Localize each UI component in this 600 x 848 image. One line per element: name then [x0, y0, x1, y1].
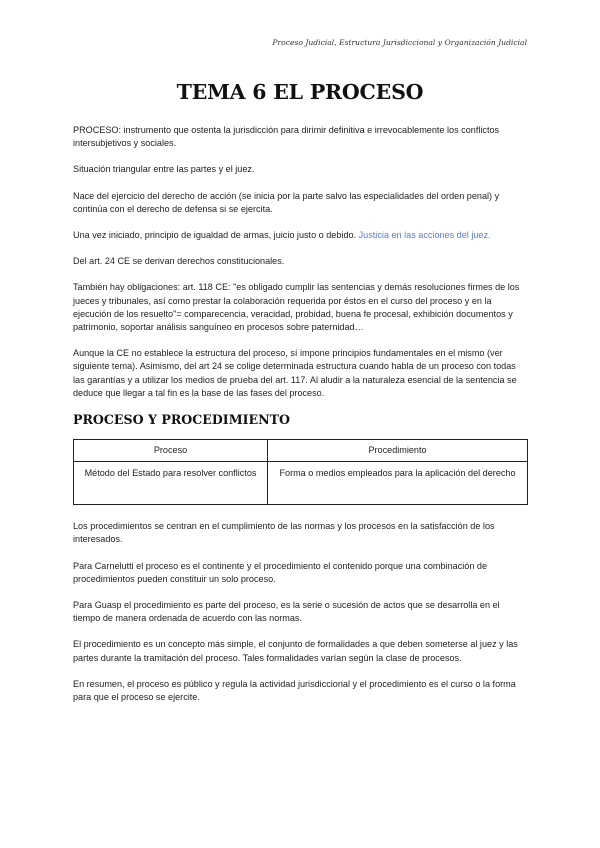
paragraph-guasp: Para Guasp el procedimiento es parte del proceso, es la serie o sucesión de actos que se desarrolla en el tiempo de manera ordenada de acuerdo con las normas. — [73, 600, 500, 624]
paragraph-art-24: Del art. 24 CE se derivan derechos constitucionales. — [73, 256, 285, 267]
paragraph-normas-interesados: Los procedimientos se centran en el cumplimiento de las normas y los procesos en la satisfacción de los interesados. — [73, 521, 495, 545]
paragraph-carnelutti: Para Carnelutti el proceso es el continente y el procedimiento el contenido porque una combinación de procedimientos pueden constituir un solo proceso. — [73, 560, 488, 584]
paragraph-igualdad-armas — [73, 229, 528, 242]
table-header-row — [74, 440, 528, 462]
paragraph-situacion-triangular: Situación triangular entre las partes y el juez. — [73, 164, 255, 175]
table-header-procedimiento: Procedimiento — [268, 440, 528, 462]
paragraph-igualdad-text: Una vez iniciado, principio de igualdad de armas, juicio justo o debido. — [73, 230, 359, 241]
paragraph-formalidades: El procedimiento es un concepto más simple, el conjunto de formalidades a que deben someterse al juez y las partes durante la tramitación del proceso. Tales formalidades varían según la clase de procesos. — [73, 639, 518, 663]
section-heading: PROCESO Y PROCEDIMIENTO — [73, 412, 290, 428]
comparison-table — [73, 439, 528, 505]
table-header-proceso: Proceso — [74, 440, 268, 462]
page-title: TEMA 6 EL PROCESO — [176, 80, 424, 104]
running-header: Proceso Judicial, Estructura Jurisdiccional y Organización Judicial — [272, 38, 527, 47]
paragraph-proceso-definition: PROCESO: instrumento que ostenta la jurisdicción para dirimir definitiva e irrevocablemente los conflictos intersubjetivos y sociales. — [73, 125, 500, 149]
document-body — [73, 124, 528, 717]
table-cell-proceso: Método del Estado para resolver conflictos — [74, 462, 268, 505]
paragraph-obligaciones: También hay obligaciones: art. 118 CE: "es obligado cumplir las sentencias y demás resoluciones firmes de los jueces y tribunales, así como prestar la colaboración requerida por éstos en el curso del proceso y en la ejecución de los resuelto"= comparecencia, veracidad, probidad, buena fe procesal, exhibición documentos y patrimonio, soportar análisis sanguíneo en procesos sobre paternidad… — [73, 282, 520, 333]
table-cell-procedimiento: Forma o medios empleados para la aplicación del derecho — [268, 462, 528, 505]
justicia-link[interactable]: Justicia en las acciones del juez. — [358, 230, 491, 241]
paragraph-derecho-accion: Nace del ejercicio del derecho de acción (se inicia por la parte salvo las especialidades del orden penal) y continúa con el derecho de defensa si se ejercita. — [73, 190, 500, 214]
paragraph-estructura: Aunque la CE no establece la estructura del proceso, sí impone principios fundamentales en el mismo (ver siguiente tema). Asimismo, del art 24 se colige determinada estructura cuando habla de un proceso con todas las garantías y a utilizar los medios de prueba del art. 117. Al aludir a la naturaleza esencial de la sentencia se deduce que llegar a tal fin es la base de las fases del proceso. — [73, 348, 517, 398]
paragraph-resumen: En resumen, el proceso es público y regula la actividad jurisdiccional y el procedimiento es el curso o la forma para que el proceso se ejercite. — [73, 678, 516, 703]
table-row — [74, 462, 528, 505]
